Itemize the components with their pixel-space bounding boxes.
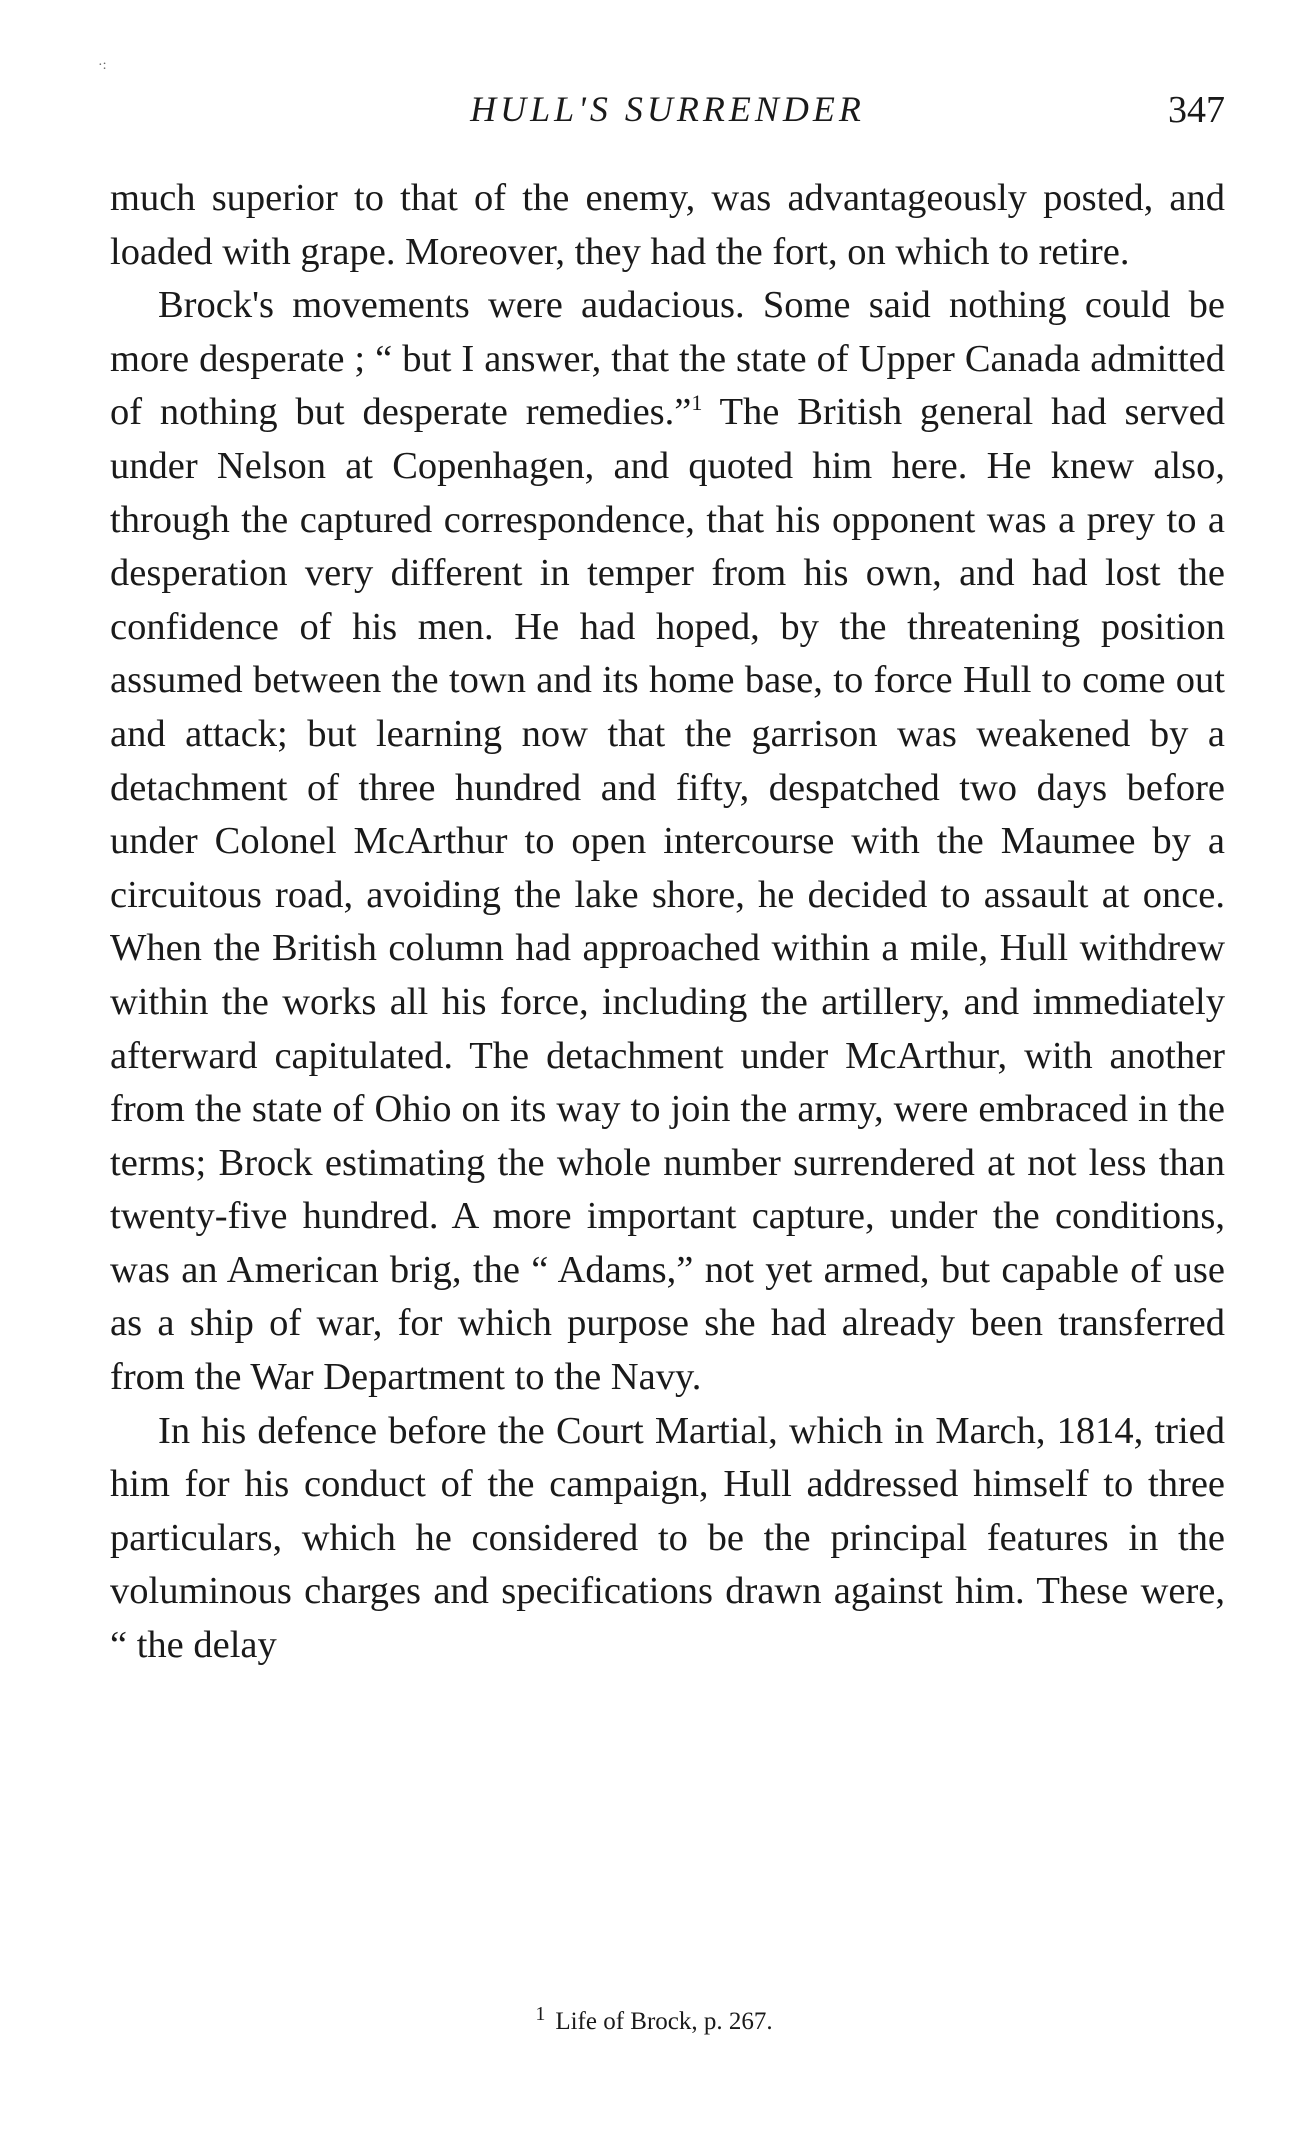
paragraph-2-text-end: The British general had served under Nelson at Copenhagen, and quoted him here. He knew also, through the captured correspondence, that his opponent was a prey to a desperation very different in temper from his own, and had lost the confidence of his men. He had hoped, by the threatening position assumed between the town and its home base, to force Hull to come out and attack; but learning now that the garrison was weakened by a detachment of three hundred and fifty, despatched two days before under Colonel McArthur to open intercourse with the Maumee by a circuitous road, avoiding the lake shore, he decided to assault at once. When the British column had approached within a mile, Hull withdrew within the works all his force, including the artillery, and immediately afterward capitulated. The detachment under McArthur, with another from the state of Ohio on its way to join the army, were embraced in the terms; Brock estimating the whole number surrendered at not less than twenty-five hundred. A more important capture, under the conditions, was an American brig, the “ Adams,” not yet armed, but capable of use as a ship of war, for which purpose she had already been transferred from the War Department to the Navy. [110, 391, 1225, 1399]
paragraph-1: much superior to that of the enemy, was advantageously posted, and loaded with grape. Moreover, they had the fort, on which to retire. [110, 177, 1225, 273]
footnote-reference: 1 [691, 390, 703, 416]
stray-mark: ·: [98, 58, 107, 73]
paragraph-2-text-start: Brock's movements were audacious. Some said nothing could be more desperate ; “ but I answer, that the state of Upper Canada admitted of nothing but desperate remedies.” [110, 284, 1225, 434]
footnote [0, 2002, 1308, 2036]
page-header [110, 88, 1225, 138]
running-title: HULL'S SURRENDER [470, 89, 865, 129]
footnote-text: Life of Brock, p. 267. [555, 2008, 773, 2035]
page-number: 347 [1168, 89, 1225, 131]
paragraph-3: In his defence before the Court Martial, which in March, 1814, tried him for his conduct of the campaign, Hull addressed himself to three particulars, which he considered to be the principal features in the voluminous charges and specifications drawn against him. These were, “ the delay [110, 1409, 1225, 1667]
footnote-number: 1 [535, 2002, 546, 2025]
paragraph-2 [110, 279, 1225, 1404]
body-text [110, 172, 1225, 1673]
